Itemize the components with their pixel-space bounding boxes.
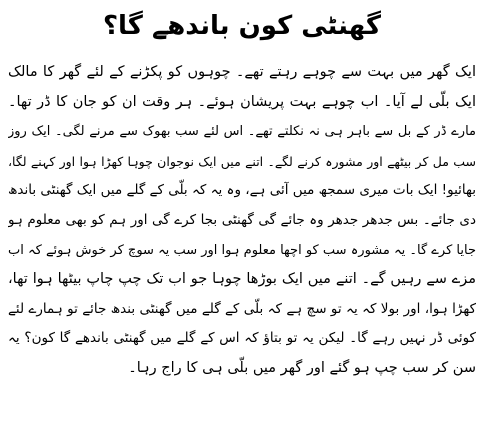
story-body xyxy=(8,58,476,384)
story-line: مزے سے رہیں گے۔ اتنے میں ایک بوڑھا چوہا جو اب تک چپ چاپ بیٹھا ہوا تھا، xyxy=(8,271,476,288)
story-line: کھڑا ہوا، اور بولا کہ یہ تو سچ ہے کہ بلّی کے گلے میں گھنٹی بندھ جائے تو ہمارے لئے xyxy=(8,300,476,317)
story-line: بھائیو! ایک بات میری سمجھ میں آئی ہے، وہ یہ کہ بلّی کے گلے میں ایک گھنٹی باندھ xyxy=(8,182,476,199)
story-line: سن کر سب چپ ہو گئے اور گھر میں بلّی ہی کا راج رہا۔ xyxy=(128,359,476,376)
story-line: سب مل کر بیٹھے اور مشورہ کرنے لگے۔ اتنے میں ایک نوجوان چوہا کھڑا ہوا اور کہنے لگا، xyxy=(8,153,476,169)
story-line: جایا کرے گا۔ یہ مشورہ سب کو اچھا معلوم ہوا اور سب یہ سوچ کر خوش ہوئے کہ اب xyxy=(8,242,476,258)
story-line: ایک بلّی لے آیا۔ اب چوہے بہت پریشان ہوئے۔ ہر وقت ان کو جان کا ڈر تھا۔ xyxy=(8,93,476,110)
story-line: ایک گھر میں بہت سے چوہے رہتے تھے۔ چوہوں کو پکڑنے کے لئے گھر کا مالک xyxy=(8,64,476,80)
story-title: گھنٹی کون باندھے گا؟ xyxy=(102,11,382,41)
story-line: دی جائے۔ بس جدھر جدھر وہ جائے گی گھنٹی بجا کرے گی اور ہم کو بھی معلوم ہو xyxy=(8,211,476,228)
story-line: مارے ڈر کے بل سے باہر ہی نہ نکلتے تھے۔ اس لئے سب بھوک سے مرنے لگی۔ ایک روز xyxy=(8,124,476,140)
story-line: کوئی ڈر نہیں رہے گا۔ لیکن یہ تو بتاؤ کہ اس کے گلے میں گھنٹی باندھے گا کون؟ یہ xyxy=(8,330,476,347)
